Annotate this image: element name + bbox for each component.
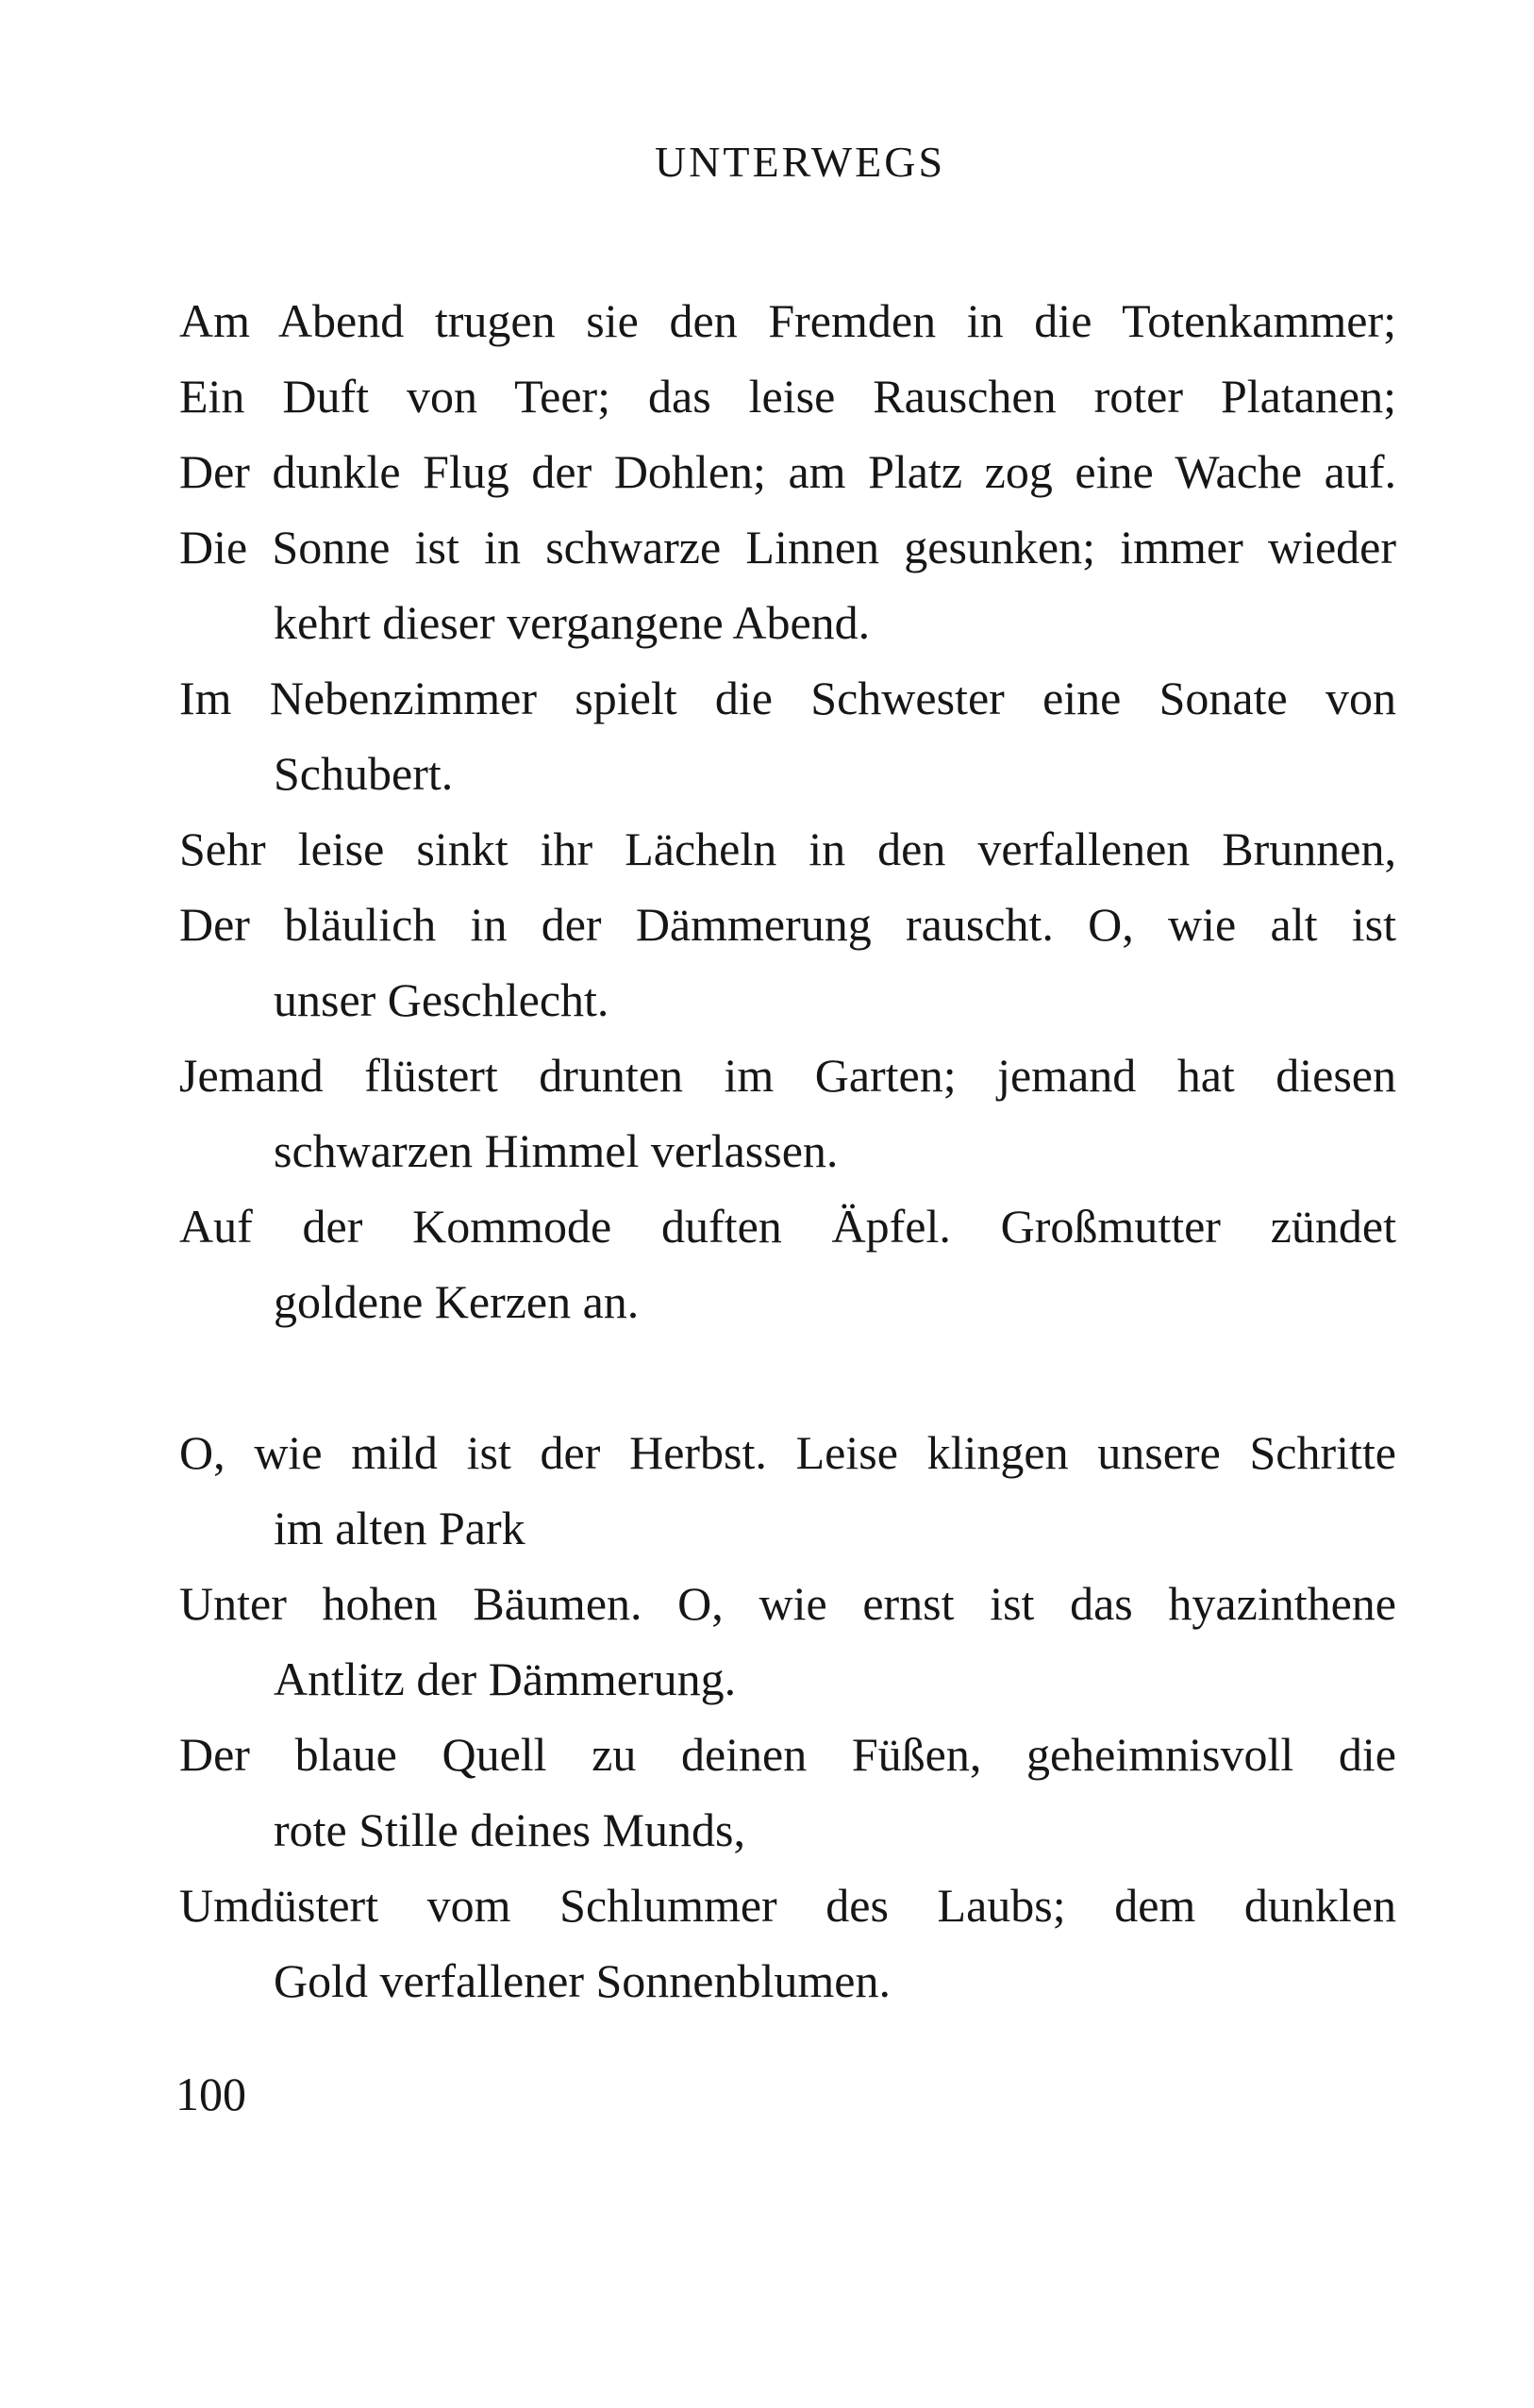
poem-line-continuation: im alten Park	[274, 1502, 525, 1554]
poem-line-continuation: unser Geschlecht.	[274, 973, 609, 1026]
poem-line: Umdüstert vom Schlummer des Laubs; dem dunklen	[179, 1879, 1396, 1932]
poem-line: Auf der Kommode duften Äpfel. Großmutter zündet	[179, 1200, 1396, 1253]
poem-line: Der blaue Quell zu deinen Füßen, geheimnisvoll die	[179, 1728, 1396, 1781]
poem-line: Die Sonne ist in schwarze Linnen gesunken; immer wieder	[179, 521, 1396, 573]
poem-line: Der bläulich in der Dämmerung rauscht. O, wie alt ist	[179, 898, 1396, 951]
poem-line: Ein Duft von Teer; das leise Rauschen roter Platanen;	[179, 370, 1396, 423]
poem-line-continuation: goldene Kerzen an.	[274, 1275, 640, 1328]
poem-line-continuation: kehrt dieser vergangene Abend.	[274, 596, 871, 649]
poem-line-continuation: Gold verfallener Sonnenblumen.	[274, 1954, 891, 2007]
poem-title: UNTERWEGS	[654, 138, 946, 186]
poem-line-continuation: Schubert.	[274, 747, 454, 800]
poem-body	[179, 283, 1406, 2018]
poem-line-continuation: Antlitz der Dämmerung.	[274, 1652, 737, 1705]
poem-line-continuation: rote Stille deines Munds,	[274, 1803, 745, 1856]
poem-line-continuation: schwarzen Himmel verlassen.	[274, 1124, 839, 1177]
poem-line: Am Abend trugen sie den Fremden in die Totenkammer;	[179, 294, 1396, 347]
poem-line: Unter hohen Bäumen. O, wie ernst ist das hyazinthene	[179, 1577, 1396, 1630]
poem-line: Jemand flüstert drunten im Garten; jemand hat diesen	[179, 1049, 1396, 1102]
poem-line: Sehr leise sinkt ihr Lächeln in den verfallenen Brunnen,	[179, 822, 1396, 875]
stanza-break	[179, 1339, 1406, 1415]
poem-line: Der dunkle Flug der Dohlen; am Platz zog eine Wache auf.	[179, 445, 1396, 498]
page-number: 100	[175, 2068, 246, 2120]
poem-line: Im Nebenzimmer spielt die Schwester eine Sonate von	[179, 672, 1396, 724]
poem-line: O, wie mild ist der Herbst. Leise klingen unsere Schritte	[179, 1426, 1396, 1479]
